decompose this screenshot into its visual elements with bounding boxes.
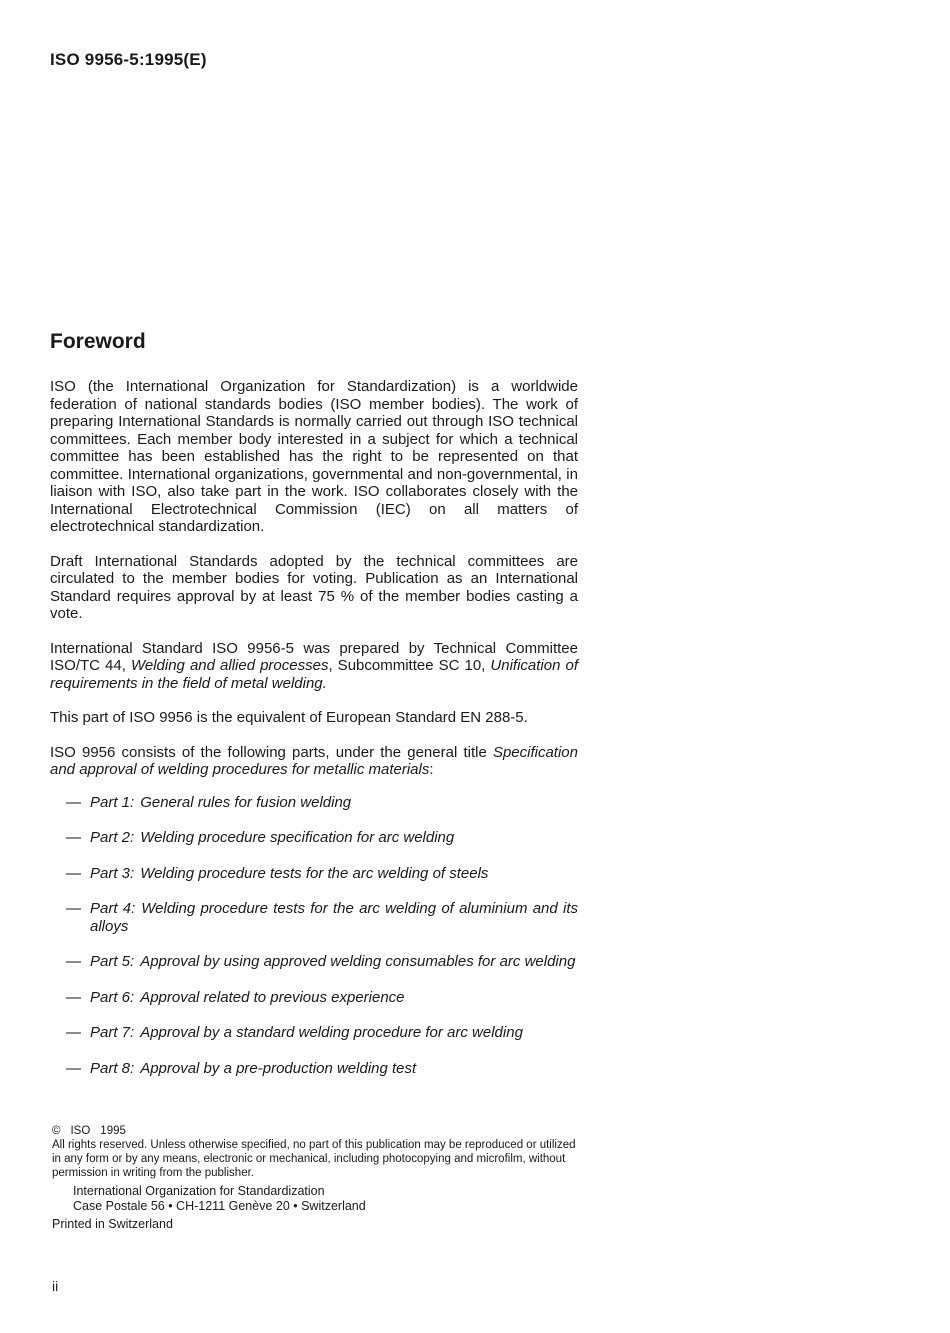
page-number: ii <box>52 1278 59 1294</box>
paragraph-parts-intro: ISO 9956 consists of the following parts, under the general title Specification and approval of welding procedures for metallic materials: <box>50 743 578 778</box>
postal-address: Case Postale 56 • CH-1211 Genève 20 • Switzerland <box>73 1199 366 1213</box>
list-item: — Part 8: Approval by a pre-production welding test <box>66 1059 417 1077</box>
list-item: — Part 7: Approval by a standard welding procedure for arc welding <box>66 1024 523 1041</box>
paragraph-draft-standards: Draft International Standards adopted by the technical committees are circulated to the member bodies for voting. Publication as an International Standard requires approval by at least 75 % of the member bodies casting a vote. <box>50 552 578 622</box>
parts-list <box>50 794 578 1078</box>
copyright-year: 1995 <box>100 1125 126 1137</box>
list-item: — Part 2: Welding procedure specification for arc welding <box>66 829 455 846</box>
list-item: — Part 6: Approval related to previous experience <box>66 988 405 1006</box>
publisher-address <box>73 1184 580 1214</box>
list-item: — Part 5: Approval by using approved welding consumables for arc welding <box>66 953 576 970</box>
publisher-name: International Organization for Standardization <box>73 1184 325 1198</box>
printed-in: Printed in Switzerland <box>52 1217 173 1231</box>
copyright-line <box>52 1124 580 1138</box>
document-id: ISO 9956-5:1995(E) <box>50 50 207 69</box>
list-item: — Part 1: General rules for fusion welding <box>66 793 352 811</box>
list-item: — Part 3: Welding procedure tests for the arc welding of steels <box>66 864 489 882</box>
rights-notice: All rights reserved. Unless otherwise specified, no part of this publication may be reproduced or utilized in any form or by any means, electronic or mechanical, including photocopying and microfilm, without permission in writing from the publisher. <box>52 1139 576 1179</box>
copyright-block <box>52 1124 580 1231</box>
foreword-body <box>50 378 578 1095</box>
paragraph-equivalent: This part of ISO 9956 is the equivalent of European Standard EN 288-5. <box>50 709 528 726</box>
copyright-holder: ISO <box>70 1125 91 1137</box>
list-item: — Part 4: Welding procedure tests for the arc welding of aluminium and its alloys <box>66 900 578 935</box>
paragraph-iso-intro: ISO (the International Organization for Standardization) is a worldwide federation of national standards bodies (ISO member bodies). The work of preparing International Standards is normally carried out through ISO technical committees. Each member body interested in a subject for which a technical committee has been established has the right to be represented on that committee. International organizations, governmental and non-governmental, in liaison with ISO, also take part in the work. ISO collaborates closely with the International Electrotechnical Commission (IEC) on all matters of electrotechnical standardization. <box>50 378 578 535</box>
foreword-heading: Foreword <box>50 330 146 353</box>
paragraph-prepared-by: International Standard ISO 9956-5 was prepared by Technical Committee ISO/TC 44, Welding and allied processes, Subcommittee SC 10, Unification of requirements in the field of metal welding. <box>50 639 579 692</box>
copyright-symbol: © <box>52 1125 61 1137</box>
